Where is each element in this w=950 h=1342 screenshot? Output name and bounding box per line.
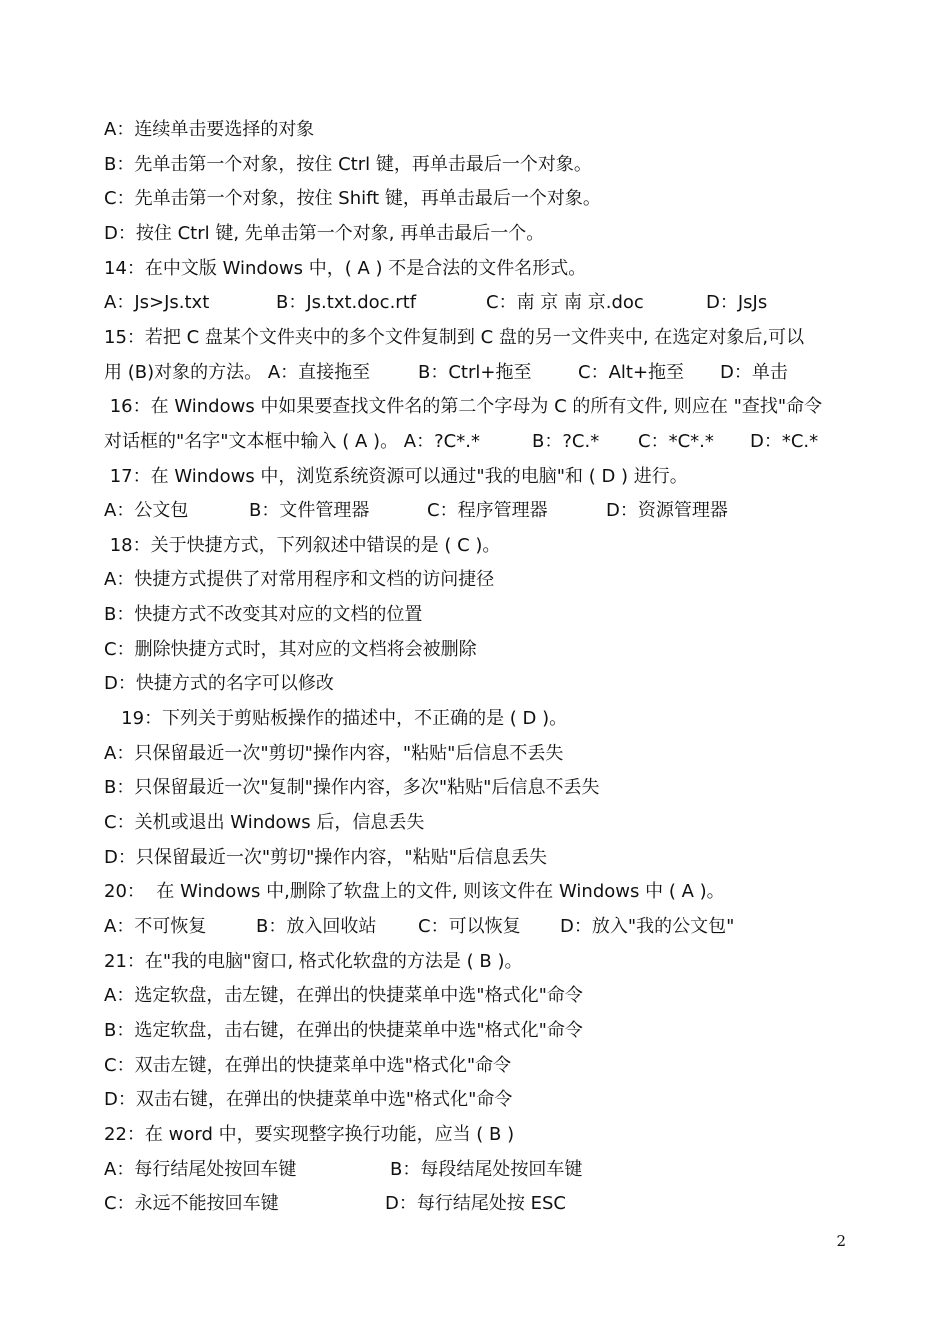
text-line: B：先单击第一个对象，按住 Ctrl 键，再单击最后一个对象。: [104, 154, 592, 175]
page-number: 2: [836, 1232, 846, 1250]
text-line: B：快捷方式不改变其对应的文档的位置: [104, 604, 423, 625]
option-text: D：放入"我的公文包": [560, 916, 735, 937]
text-line: A：只保留最近一次"剪切"操作内容，"粘贴"后信息不丢失: [104, 743, 564, 764]
text-line: 17：在 Windows 中，浏览系统资源可以通过"我的电脑"和 ( D ) 进行。: [104, 466, 688, 487]
option-text: C：Alt+拖至: [578, 362, 685, 383]
option-text: D：每行结尾处按 ESC: [385, 1193, 566, 1214]
text-line: 19：下列关于剪贴板操作的描述中，不正确的是 ( D )。: [104, 708, 568, 729]
text-line: C：删除快捷方式时，其对应的文档将会被删除: [104, 639, 477, 660]
text-line: A：选定软盘，击左键，在弹出的快捷菜单中选"格式化"命令: [104, 985, 583, 1006]
text-line: A：快捷方式提供了对常用程序和文档的访问捷径: [104, 569, 495, 590]
option-text: B：文件管理器: [249, 500, 370, 521]
option-text: B：每段结尾处按回车键: [390, 1159, 583, 1180]
text-line: 18：关于快捷方式，下列叙述中错误的是 ( C )。: [104, 535, 501, 556]
text-line: D：快捷方式的名字可以修改: [104, 673, 334, 694]
option-text: C：永远不能按回车键: [104, 1193, 279, 1214]
text-line: 14：在中文版 Windows 中，( A ) 不是合法的文件名形式。: [104, 258, 587, 279]
text-line: A：连续单击要选择的对象: [104, 119, 315, 140]
option-text: D：单击: [720, 362, 788, 383]
text-line: 21：在"我的电脑"窗口, 格式化软盘的方法是 ( B )。: [104, 951, 523, 972]
option-text: A：公文包: [104, 500, 189, 521]
option-text: A：不可恢复: [104, 916, 207, 937]
text-line: D：只保留最近一次"剪切"操作内容，"粘贴"后信息丢失: [104, 847, 547, 868]
text-line: D：按住 Ctrl 键, 先单击第一个对象, 再单击最后一个。: [104, 223, 545, 244]
text-line: 16：在 Windows 中如果要查找文件名的第二个字母为 C 的所有文件, 则应在 "查找"命令: [104, 396, 823, 417]
option-text: 用 (B)对象的方法。 A：直接拖至: [104, 362, 371, 383]
option-text: B：?C.*: [532, 431, 600, 452]
text-line: D：双击右键，在弹出的快捷菜单中选"格式化"命令: [104, 1089, 513, 1110]
text-line: B：只保留最近一次"复制"操作内容，多次"粘贴"后信息不丢失: [104, 777, 600, 798]
text-line: B：选定软盘，击右键，在弹出的快捷菜单中选"格式化"命令: [104, 1020, 583, 1041]
text-line: C：双击左键，在弹出的快捷菜单中选"格式化"命令: [104, 1055, 512, 1076]
option-text: B：Ctrl+拖至: [418, 362, 532, 383]
option-text: B：放入回收站: [256, 916, 377, 937]
text-line: 20： 在 Windows 中,删除了软盘上的文件, 则该文件在 Windows 中 ( A )。: [104, 881, 725, 902]
option-text: 对话框的"名字"文本框中输入 ( A )。 A：?C*.*: [104, 431, 480, 452]
option-text: C：可以恢复: [418, 916, 521, 937]
text-line: 15：若把 C 盘某个文件夹中的多个文件复制到 C 盘的另一文件夹中, 在选定对象后,可以: [104, 327, 805, 348]
option-text: C：程序管理器: [427, 500, 548, 521]
option-text: C：南 京 南 京.doc: [486, 292, 644, 313]
option-text: B：Js.txt.doc.rtf: [276, 292, 417, 313]
text-line: C：先单击第一个对象，按住 Shift 键，再单击最后一个对象。: [104, 188, 601, 209]
option-text: D：*C.*: [750, 431, 819, 452]
option-text: A：Js>Js.txt: [104, 292, 210, 313]
option-text: C：*C*.*: [638, 431, 714, 452]
text-line: C：关机或退出 Windows 后，信息丢失: [104, 812, 425, 833]
text-line: 22：在 word 中，要实现整字换行功能，应当 ( B ): [104, 1124, 515, 1145]
option-text: A：每行结尾处按回车键: [104, 1159, 297, 1180]
option-text: D：JsJs: [706, 292, 768, 313]
option-text: D：资源管理器: [606, 500, 728, 521]
